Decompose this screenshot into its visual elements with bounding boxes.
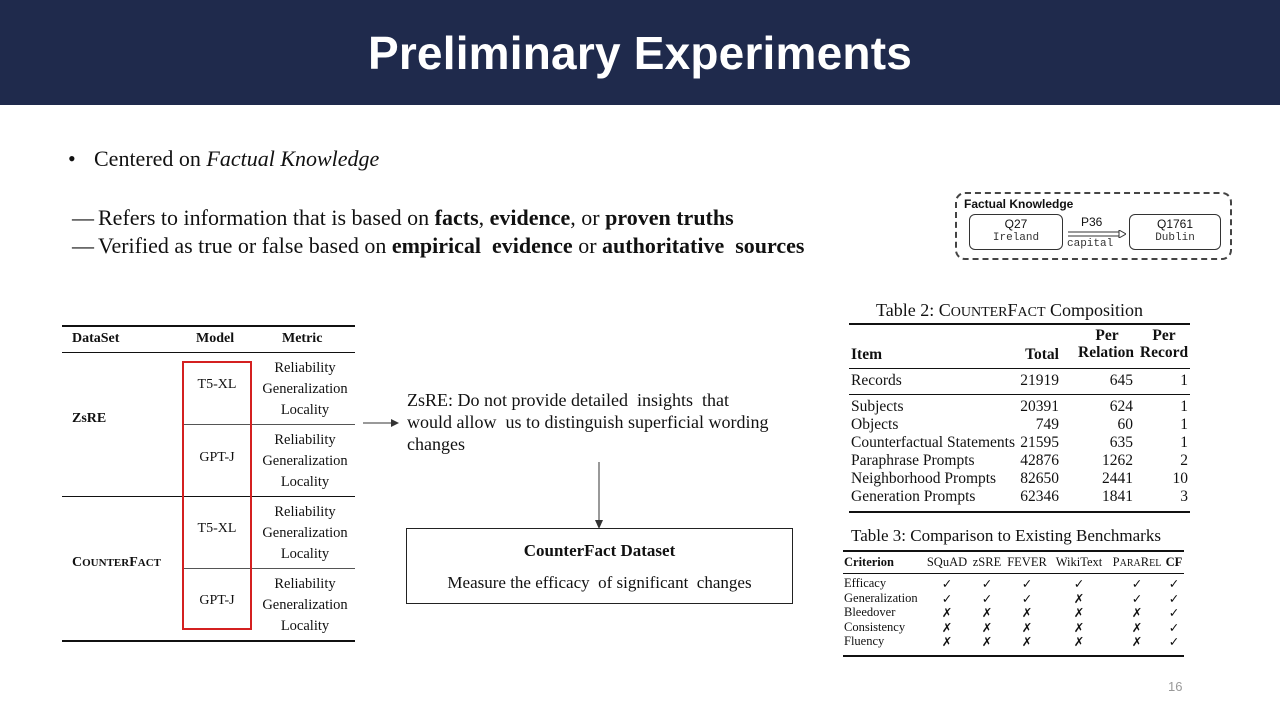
slide-header	[0, 0, 1280, 105]
t2-row-total: 749	[1035, 416, 1059, 433]
cross-icon: ✗	[1073, 606, 1085, 621]
bullet-marker: •	[68, 146, 76, 171]
t3-header-fever: FEVER	[1007, 555, 1047, 569]
t3-row-criterion: Efficacy	[844, 576, 887, 590]
page-number: 16	[1168, 679, 1183, 694]
model-t5xl-zsre: T5-XL	[197, 377, 237, 392]
t2-row-total: 21595	[1020, 434, 1059, 451]
slide-title: Preliminary Experiments	[367, 26, 913, 79]
t2-header-record: Record	[1139, 344, 1189, 361]
t2-row-total: 20391	[1020, 398, 1059, 415]
t2-header-rule	[849, 368, 1190, 369]
cross-icon: ✗	[1073, 620, 1085, 635]
bullet-point	[68, 146, 379, 172]
table3-caption: Table 3: Comparison to Existing Benchmarks	[851, 526, 1161, 545]
t2-row-per-record: 1	[1180, 398, 1188, 415]
check-icon: ✓	[941, 577, 953, 591]
t3-row-criterion: Generalization	[844, 590, 918, 605]
bullet-emphasis: Factual Knowledge	[206, 146, 380, 171]
def2-a: Verified as true or false based on	[98, 233, 392, 258]
t2-row-item: Generation Prompts	[851, 488, 976, 505]
def1-facts: facts	[434, 205, 479, 230]
t2-header-relation: Relation	[1078, 344, 1134, 361]
metrics-group-1	[254, 358, 356, 421]
cross-icon: ✗	[981, 620, 993, 635]
t2-cap-suffix: Composition	[1045, 300, 1144, 320]
bullet-prefix: Centered on	[94, 146, 207, 171]
check-icon: ✓	[1168, 606, 1180, 621]
model-highlight-box	[182, 361, 252, 630]
check-icon: ✓	[941, 591, 953, 606]
t3-header-rule	[843, 573, 1184, 574]
check-icon: ✓	[1021, 577, 1033, 591]
pararel-r: R	[1140, 555, 1150, 569]
metric-locality: Locality	[280, 474, 330, 490]
check-icon: ✓	[981, 591, 993, 606]
t2-row-total: 42876	[1020, 452, 1059, 469]
t2-cap-c: C	[938, 300, 951, 320]
t3-header-zsre: zSRE	[972, 555, 1002, 569]
subject-name: Ireland	[992, 232, 1040, 244]
arrow-down-icon	[592, 462, 606, 530]
t2-row-per-relation: 645	[1109, 372, 1133, 389]
dash-marker: —	[72, 233, 94, 258]
t2-row-per-record: 1	[1180, 372, 1188, 389]
t2-row-per-relation: 60	[1117, 416, 1133, 433]
diagram-title: Factual Knowledge	[964, 197, 1074, 211]
t2-row-per-record: 1	[1180, 416, 1188, 433]
definition-line-2	[72, 233, 804, 259]
cross-icon: ✗	[1131, 606, 1143, 621]
def2-c: or	[572, 233, 603, 258]
t3-header-pararel	[1109, 555, 1165, 570]
header-dataset: DataSet	[72, 331, 120, 346]
subject-id: Q27	[1004, 217, 1028, 231]
factual-knowledge-diagram	[955, 192, 1232, 260]
t2-row-item: Subjects	[851, 398, 904, 415]
cross-icon: ✗	[1073, 635, 1085, 650]
def2-empirical-evidence: empirical evidence	[391, 233, 573, 258]
t2-row-per-record: 1	[1180, 434, 1188, 451]
t2-row-per-record: 3	[1180, 488, 1188, 505]
t3-row-criterion: Consistency	[844, 619, 906, 634]
check-icon: ✓	[1168, 635, 1180, 650]
object-entity	[1129, 214, 1221, 250]
zsre-note: ZsRE: Do not provide detailed insights that would allow us to distinguish superficial wording changes	[407, 390, 773, 454]
metric-reliability: Reliability	[274, 576, 336, 592]
cross-icon: ✗	[941, 635, 953, 650]
t2-row-item: Neighborhood Prompts	[851, 470, 997, 487]
cross-icon: ✗	[1021, 620, 1033, 635]
check-icon: ✓	[1168, 591, 1180, 606]
t3-header-cf: CF	[1165, 555, 1183, 569]
model-gptj-cf: GPT-J	[199, 593, 235, 608]
t2-top-rule	[849, 323, 1190, 325]
counterfact-title: CounterFact Dataset	[523, 541, 676, 560]
cross-icon: ✗	[1131, 635, 1143, 650]
t2-row-item: Records	[851, 372, 902, 389]
t2-cap-ounter: OUNTER	[950, 305, 1008, 320]
t2-row-per-record: 10	[1172, 470, 1188, 487]
check-icon: ✓	[1168, 577, 1180, 591]
subject-entity	[969, 214, 1063, 250]
cf-ounter: OUNTER	[82, 557, 130, 569]
t3-row-criterion: Fluency	[844, 634, 885, 649]
relation-arrow-icon	[1068, 230, 1126, 238]
t2-header-per-2: Per	[1152, 327, 1176, 344]
cf-f: F	[129, 555, 138, 570]
cross-icon: ✗	[1073, 591, 1085, 606]
table2-caption	[876, 300, 1143, 321]
t3-header-squad: SQuAD	[926, 555, 968, 569]
metric-reliability: Reliability	[274, 504, 336, 520]
t2-row-per-record: 2	[1180, 452, 1188, 469]
model-t5xl-cf: T5-XL	[197, 521, 237, 536]
table-bottom-rule	[62, 640, 355, 642]
dataset-model-table	[62, 325, 355, 642]
t2-row-per-relation: 1841	[1102, 488, 1133, 505]
cross-icon: ✗	[941, 606, 953, 621]
object-id: Q1761	[1156, 217, 1194, 231]
t2-row-per-relation: 1262	[1102, 452, 1133, 469]
t2-header-item: Item	[851, 346, 882, 363]
t3-header-criterion: Criterion	[844, 555, 894, 569]
t2-row-total: 21919	[1020, 372, 1059, 389]
definition-line-1	[72, 205, 734, 231]
def1-evidence: evidence	[489, 205, 571, 230]
arrow-right-icon	[363, 417, 399, 429]
header-model: Model	[196, 331, 235, 346]
header-metric: Metric	[282, 331, 323, 346]
metric-locality: Locality	[280, 402, 330, 418]
cross-icon: ✗	[1131, 620, 1143, 635]
metric-locality: Locality	[280, 546, 330, 562]
t2-cap-prefix: Table 2:	[876, 300, 939, 320]
t2-row-total: 82650	[1020, 470, 1059, 487]
counterfact-box	[406, 528, 793, 604]
cross-icon: ✗	[981, 606, 993, 621]
metric-generalization: Generalization	[262, 597, 348, 613]
cf-c: C	[72, 555, 83, 570]
dataset-counterfact	[72, 555, 161, 571]
check-icon: ✓	[1131, 577, 1143, 591]
dash-marker: —	[72, 205, 94, 230]
metric-generalization: Generalization	[262, 453, 348, 469]
t2-row-total: 62346	[1020, 488, 1059, 505]
pararel-p: P	[1112, 555, 1120, 569]
metrics-group-2	[254, 430, 356, 493]
counterfact-subtitle: Measure the efficacy of significant changes	[447, 573, 752, 592]
check-icon: ✓	[1073, 577, 1085, 591]
cross-icon: ✗	[1021, 606, 1033, 621]
cross-icon: ✗	[1021, 635, 1033, 650]
def1-a: Refers to information that is based on	[98, 205, 435, 230]
check-icon: ✓	[981, 577, 993, 591]
t3-row-criterion: Bleedover	[844, 605, 896, 620]
t3-top-rule	[843, 550, 1184, 552]
metrics-group-4	[254, 574, 356, 637]
pararel-el: EL	[1149, 558, 1162, 569]
counterfact-composition-table	[849, 323, 1190, 513]
t2-header-per-1: Per	[1095, 327, 1119, 344]
metric-reliability: Reliability	[274, 432, 336, 448]
metric-generalization: Generalization	[262, 381, 348, 397]
object-name: Dublin	[1155, 232, 1195, 244]
metric-reliability: Reliability	[274, 360, 336, 376]
t2-row-item: Objects	[851, 416, 899, 433]
model-gptj-zsre: GPT-J	[199, 450, 235, 465]
t3-bottom-rule	[843, 655, 1184, 657]
dataset-zsre: ZsRE	[72, 411, 107, 426]
relation-id: P36	[1081, 215, 1103, 229]
check-icon: ✓	[1131, 591, 1143, 606]
cross-icon: ✗	[941, 620, 953, 635]
t2-header-total: Total	[1025, 346, 1059, 363]
def1-e: , or	[570, 205, 606, 230]
t2-row-per-relation: 635	[1109, 434, 1133, 451]
def1-proven-truths: proven truths	[605, 205, 734, 230]
t2-cap-f: F	[1007, 300, 1018, 320]
cross-icon: ✗	[981, 635, 993, 650]
t2-row-item: Counterfactual Statements	[851, 434, 1015, 451]
def1-c: ,	[478, 205, 490, 230]
cf-act: ACT	[137, 557, 161, 569]
benchmark-comparison-table	[843, 550, 1184, 656]
metric-locality: Locality	[280, 618, 330, 634]
t2-section-rule	[849, 394, 1190, 395]
t2-row-per-relation: 624	[1109, 398, 1133, 415]
t2-cap-act: ACT	[1017, 305, 1046, 320]
table-top-rule	[62, 325, 355, 327]
metric-generalization: Generalization	[262, 525, 348, 541]
t2-row-per-relation: 2441	[1102, 470, 1133, 487]
check-icon: ✓	[1021, 591, 1033, 606]
t3-header-wikitext: WikiText	[1055, 555, 1103, 569]
t2-row-item: Paraphrase Prompts	[851, 452, 975, 469]
header-rule	[62, 352, 355, 353]
pararel-ara: ARA	[1119, 558, 1141, 569]
relation-name: capital	[1067, 238, 1114, 250]
check-icon: ✓	[1168, 620, 1180, 635]
metrics-group-3	[254, 502, 356, 565]
def2-authoritative-sources: authoritative sources	[602, 233, 805, 258]
t2-bottom-rule	[849, 511, 1190, 513]
